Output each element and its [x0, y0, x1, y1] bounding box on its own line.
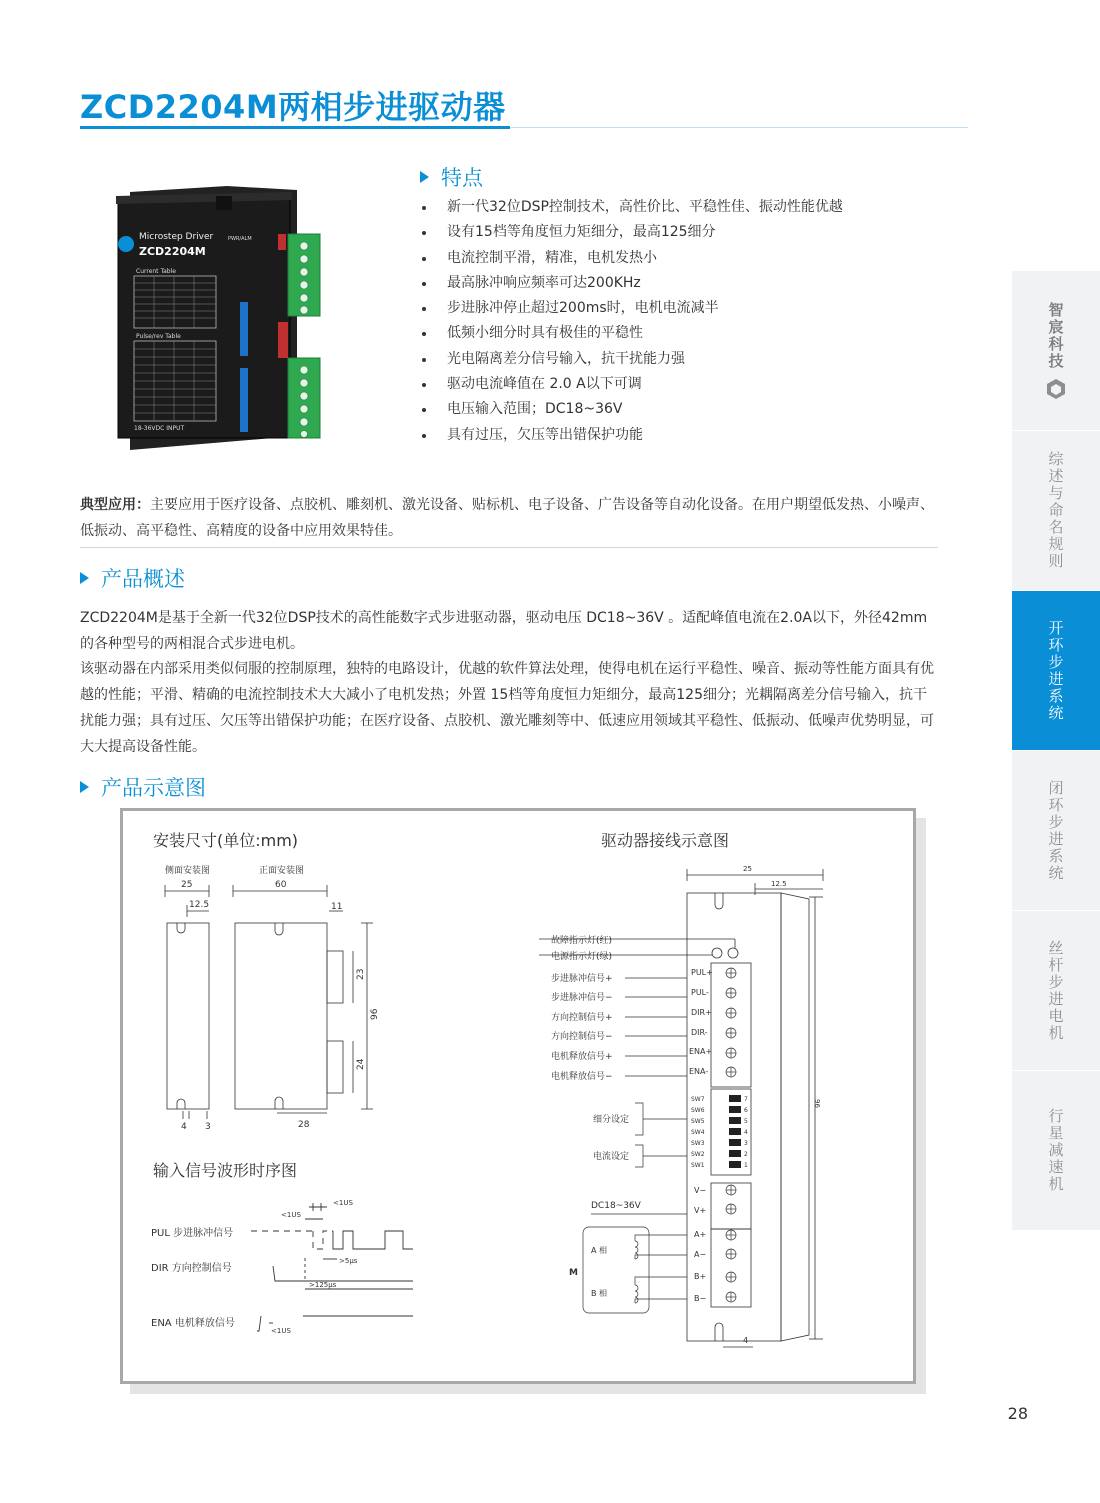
signal-terminal: ENA+ — [689, 1047, 713, 1056]
dim-23: 23 — [356, 968, 366, 980]
feature-item: 电流控制平滑，精准，电机发热小 — [420, 246, 843, 271]
wiring-title: 驱动器接线示意图 — [601, 831, 730, 850]
switch-label: SW1 — [691, 1162, 705, 1169]
dip-switch — [729, 1161, 741, 1168]
signal-terminal: DIR- — [691, 1028, 708, 1037]
switch-label: SW7 — [691, 1096, 705, 1103]
motor-terminal: A+ — [694, 1230, 707, 1239]
section-divider — [80, 547, 938, 548]
switch-number: 2 — [744, 1151, 748, 1158]
schematic-heading — [80, 772, 206, 802]
application-label: 典型应用： — [80, 497, 150, 513]
motor-box — [583, 1227, 649, 1313]
overview-heading-text: 产品概述 — [101, 567, 185, 591]
dip-switch — [729, 1150, 741, 1157]
dim-25: 25 — [181, 880, 193, 890]
chapter-sidebar — [1012, 271, 1100, 1231]
sidebar-item-planetary[interactable] — [1012, 1071, 1100, 1231]
feature-item: 驱动电流峰值在 2.0 A以下可调 — [420, 372, 843, 397]
switch-number: 7 — [744, 1096, 748, 1103]
feature-item: 电压输入范围；DC18~36V — [420, 397, 843, 422]
model-label: ZCD2204M — [139, 245, 206, 258]
sidebar-item-label: 综述与命名规则 — [1046, 451, 1065, 570]
features-heading-text: 特点 — [441, 166, 483, 190]
wiring-dim-4: 4 — [743, 1336, 749, 1345]
dim-4: 4 — [181, 1122, 187, 1132]
feature-item: 步进脉冲停止超过200ms时，电机电流减半 — [420, 296, 843, 321]
brand-label: Microstep Driver — [139, 232, 214, 242]
company-logo-icon — [1045, 378, 1067, 400]
overview-paragraph-1: ZCD2204M是基于全新一代32位DSP技术的高性能数字式步进驱动器，驱动电压 DC18~36V 。适配峰值电流在2.0A以下，外径42mm的各种型号的两相混合式步进电机。 — [80, 610, 928, 652]
signal-terminal: DIR+ — [691, 1008, 712, 1017]
dim-12-5: 12.5 — [189, 900, 210, 910]
page-title: ZCD2204M两相步进驱动器 — [80, 88, 506, 126]
title-underline — [80, 127, 968, 128]
switch-label: SW3 — [691, 1140, 705, 1147]
sidebar-item-label: 闭环步进系统 — [1046, 779, 1065, 882]
switch-number: 3 — [744, 1140, 748, 1147]
power-terminal: V− — [694, 1186, 707, 1195]
application-text: 主要应用于医疗设备、点胶机、雕刻机、激光设备、贴标机、电子设备、广告设备等自动化设备。在用户期望低发热、小噪声、低振动、高平稳性、高精度的设备中应用效果特佳。 — [80, 497, 934, 539]
switch-number: 6 — [744, 1107, 748, 1114]
dip-switch — [729, 1095, 741, 1102]
switch-number: 1 — [744, 1162, 748, 1169]
feature-item: 最高脉冲响应频率可达200KHz — [420, 271, 843, 296]
microstep-label: 细分设定 — [593, 1115, 630, 1125]
timing-t3: >5μs — [339, 1257, 358, 1265]
signal-label: 电机释放信号− — [551, 1072, 613, 1082]
switch-number: 5 — [744, 1118, 748, 1125]
dim-11: 11 — [331, 902, 343, 912]
application-paragraph — [80, 492, 940, 544]
motor-terminal: A− — [694, 1250, 707, 1259]
signal-label: 步进脉冲信号+ — [551, 974, 613, 984]
power-led-label: 电源指示灯(绿) — [551, 952, 613, 962]
page-number: 28 — [1007, 1404, 1028, 1423]
dim-24: 24 — [356, 1058, 366, 1070]
motor-terminal: B− — [694, 1294, 707, 1303]
dip-switch — [729, 1106, 741, 1113]
install-title: 安装尺寸(单位:mm) — [153, 831, 299, 850]
signal-terminal: ENA- — [689, 1067, 709, 1076]
ena-signal-label: ENA 电机释放信号 — [151, 1318, 235, 1329]
timing-t5: <1US — [271, 1327, 291, 1335]
signal-rows — [551, 968, 713, 1082]
sidebar-item-closed-loop[interactable] — [1012, 751, 1100, 911]
sidebar-item-label: 开环步进系统 — [1046, 619, 1065, 722]
switch-number: 4 — [744, 1129, 748, 1136]
switch-label: SW6 — [691, 1107, 705, 1114]
triangle-bullet-icon — [80, 781, 89, 793]
switch-label: SW2 — [691, 1151, 705, 1158]
sidebar-item-lead-screw[interactable] — [1012, 911, 1100, 1071]
timing-title: 输入信号波形时序图 — [153, 1161, 298, 1180]
motor-terminal: B+ — [694, 1272, 707, 1281]
switch-label: SW5 — [691, 1118, 705, 1125]
phase-b-label: B 相 — [591, 1289, 608, 1298]
dip-switch — [729, 1128, 741, 1135]
brand-logo-icon — [118, 236, 134, 252]
dim-96: 96 — [370, 1008, 380, 1020]
pul-signal-label: PUL 步进脉冲信号 — [151, 1228, 234, 1239]
schematic-figure — [120, 808, 916, 1384]
product-image — [112, 182, 334, 454]
signal-label: 方向控制信号− — [551, 1032, 613, 1042]
signal-terminal: PUL+ — [691, 968, 713, 977]
phase-a-label: A 相 — [591, 1246, 608, 1255]
current-table-label: Current Table — [136, 268, 176, 275]
front-view-label: 正面安装图 — [259, 866, 305, 876]
feature-item: 低频小细分时具有极佳的平稳性 — [420, 321, 843, 346]
dip-switch — [729, 1139, 741, 1146]
switch-label: SW4 — [691, 1129, 705, 1136]
triangle-bullet-icon — [420, 171, 429, 183]
overview-paragraph-2: 该驱动器在内部采用类似伺服的控制原理，独特的电路设计，优越的软件算法处理，使得电机在运行平稳性、噪音、振动等性能方面具有优越的性能；平滑、精确的电流控制技术大大减小了电机发热；外置 15档等角度恒力矩细分，最高125细分；光耦隔离差分信号输入，抗干扰能力强；具有过压、欠压等出错保护功能；在医疗设备、点胶机、激光雕刻等中、低速应用领域其平稳性、低振动、低噪声优势明显，可大大提高设备性能。 — [80, 661, 934, 755]
power-label: DC18~36V — [591, 1201, 641, 1211]
signal-terminal: PUL- — [691, 988, 709, 997]
pwr-alm-label: PWR/ALM — [228, 236, 252, 242]
signal-label: 电机释放信号+ — [551, 1052, 613, 1062]
input-label: 18-36VDC INPUT — [134, 425, 185, 432]
timing-t4: >125μs — [309, 1281, 337, 1289]
overview-heading — [80, 563, 185, 593]
dim-28: 28 — [298, 1120, 310, 1130]
feature-item: 光电隔离差分信号输入，抗干扰能力强 — [420, 347, 843, 372]
sidebar-item-label: 丝杆步进电机 — [1046, 939, 1065, 1042]
current-label: 电流设定 — [593, 1152, 630, 1162]
triangle-bullet-icon — [80, 572, 89, 584]
feature-item: 新一代32位DSP控制技术，高性价比、平稳性佳、振动性能优越 — [420, 195, 843, 220]
logo-text: 智宸科技 — [1046, 301, 1065, 370]
dim-60: 60 — [275, 880, 287, 890]
features-heading — [420, 162, 483, 192]
wiring-dim-96: 96 — [813, 1099, 821, 1108]
sidebar-item-overview[interactable] — [1012, 431, 1100, 591]
dim-3: 3 — [205, 1122, 211, 1132]
timing-t1: <1US — [333, 1199, 353, 1207]
signal-label: 步进脉冲信号− — [551, 993, 613, 1003]
wiring-dim-25: 25 — [743, 865, 752, 873]
pulse-table-label: Pulse/rev Table — [136, 333, 181, 340]
features-list — [420, 195, 843, 448]
motor-label: M — [569, 1268, 578, 1278]
schematic-heading-text: 产品示意图 — [101, 776, 206, 800]
dip-switch — [729, 1117, 741, 1124]
feature-item: 设有15档等角度恒力矩细分，最高125细分 — [420, 220, 843, 245]
fault-led-label: 故障指示灯(红) — [551, 936, 613, 946]
sidebar-item-open-loop[interactable] — [1012, 591, 1100, 751]
sidebar-item-label: 行星减速机 — [1046, 1108, 1065, 1193]
sidebar-logo — [1012, 271, 1100, 431]
timing-t2: <1US — [281, 1211, 301, 1219]
power-terminal: V+ — [694, 1206, 707, 1215]
dir-signal-label: DIR 方向控制信号 — [151, 1263, 232, 1274]
signal-label: 方向控制信号+ — [551, 1013, 613, 1023]
side-view-label: 侧面安装图 — [165, 866, 211, 876]
feature-item: 具有过压，欠压等出错保护功能 — [420, 423, 843, 448]
wiring-dim-12-5: 12.5 — [771, 880, 787, 888]
